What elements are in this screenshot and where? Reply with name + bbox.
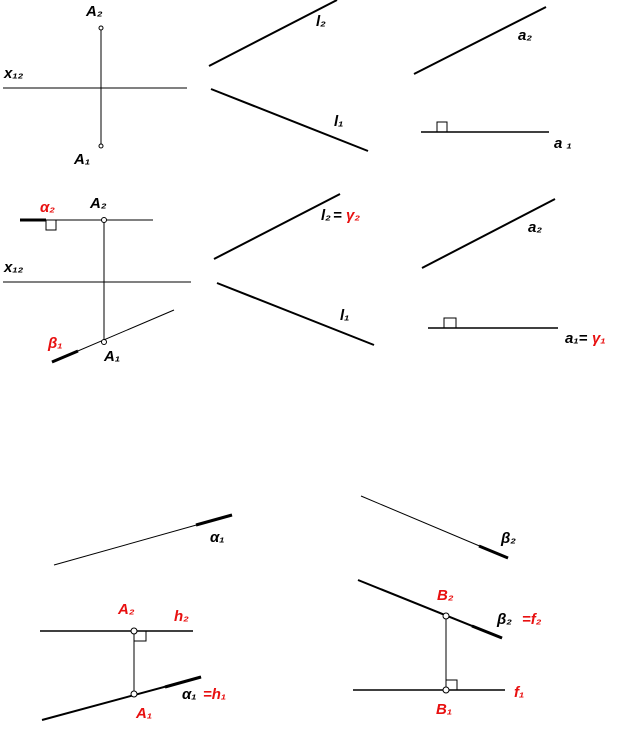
label-a1: A₁	[104, 348, 121, 365]
point-a2	[102, 218, 107, 223]
label-l1: l₁	[334, 113, 344, 130]
right-angle-mark	[437, 122, 447, 132]
panel-frontal-f	[353, 496, 542, 718]
trace-beta1-thick	[52, 351, 78, 362]
label-a2: A₂	[118, 601, 135, 618]
label-alpha1: α₁	[182, 686, 197, 703]
label-x12: x₁₂	[4, 65, 24, 82]
label-l2: l₂	[321, 207, 331, 224]
label-f1: f₁	[514, 684, 525, 701]
label-a1: A₁	[74, 151, 91, 168]
right-angle-mark	[46, 220, 56, 230]
label-a2: a₂	[518, 27, 533, 44]
panel-planes-through-a	[3, 195, 191, 365]
label-a1: A₁	[136, 705, 153, 722]
label-l1: l₁	[340, 307, 350, 324]
label-alpha2: α₂	[40, 199, 56, 216]
label-a2: a₂	[528, 219, 543, 236]
label-a1: a₁=	[565, 330, 588, 347]
label-b1: B₁	[436, 701, 453, 718]
label-h2: h₂	[174, 608, 189, 625]
line-l2	[209, 0, 337, 66]
label-gamma1: γ₁	[592, 330, 606, 347]
point-a2	[99, 26, 103, 30]
panel-point-a	[3, 3, 187, 168]
panel-line-l-gamma	[214, 194, 374, 345]
panel-line-l	[209, 0, 368, 151]
label-a2: A₂	[86, 3, 103, 20]
label-f2: =f₂	[522, 611, 542, 628]
trace-beta2-upper-thick	[479, 546, 508, 558]
line-l1	[217, 283, 374, 345]
label-alpha1: α₁	[210, 529, 225, 546]
point-a1	[102, 340, 107, 345]
label-l2: l₂	[316, 13, 326, 30]
label-b2: B₂	[437, 587, 454, 604]
label-x12: x₁₂	[4, 259, 24, 276]
line-l2	[214, 194, 340, 259]
point-b1	[443, 687, 449, 693]
point-a1	[131, 691, 137, 697]
panel-horizontal-h	[40, 515, 232, 722]
point-b2	[443, 613, 449, 619]
label-a1: a ₁	[554, 135, 572, 152]
point-a2	[131, 628, 137, 634]
panel-line-a	[414, 7, 572, 152]
label-eq: =	[333, 207, 342, 224]
panel-line-a-gamma	[422, 199, 606, 347]
label-beta1: β₁	[48, 335, 63, 352]
label-h1: =h₁	[203, 686, 227, 703]
label-beta2: β₂	[497, 611, 513, 628]
label-gamma2: γ₂	[346, 207, 361, 224]
right-angle-mark	[444, 318, 456, 328]
line-l1	[211, 89, 368, 151]
label-a2: A₂	[90, 195, 107, 212]
trace-alpha1-upper-thick	[196, 515, 232, 525]
point-a1	[99, 144, 103, 148]
label-beta2: β₂	[501, 530, 517, 547]
